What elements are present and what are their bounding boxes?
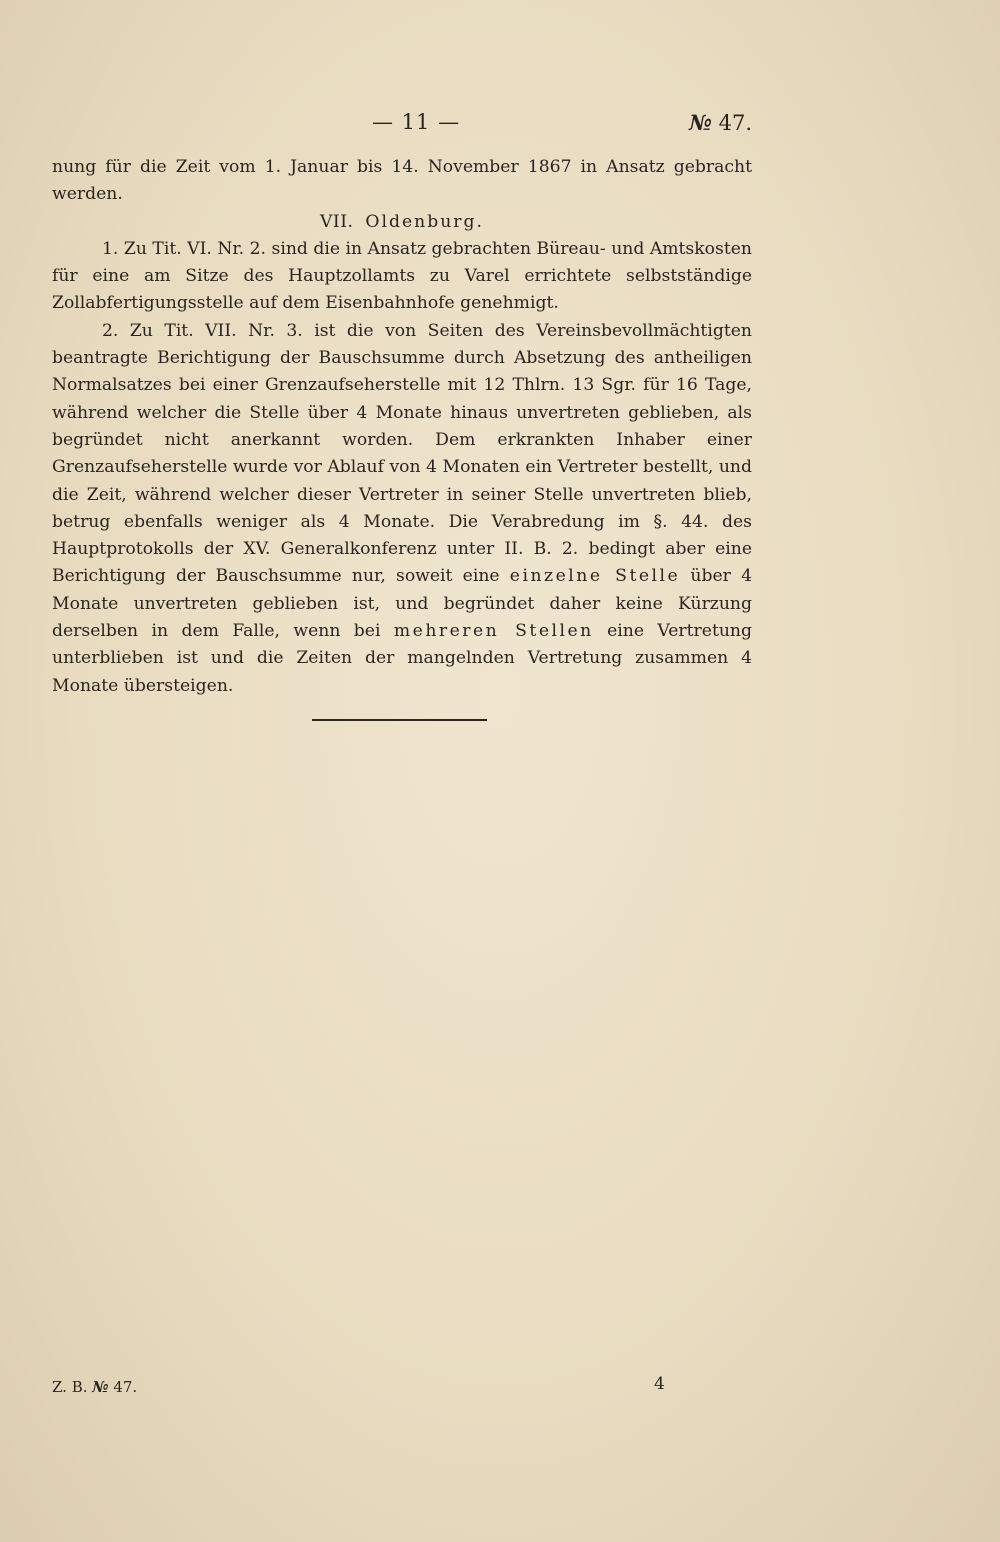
intro-paragraph: nung für die Zeit vom 1. Januar bis 14. November 1867 in Ansatz gebracht werden. (52, 157, 752, 205)
paragraph-2-text-a: 2. Zu Tit. VII. Nr. 3. ist die von Seiten des Vereinsbevollmächtigten beantragte Berichtigung der Bauschsumme durch Absetzung des antheiligen Normalsatzes bei einer Grenzaufseherstelle mit 12 Thlrn. 13 Sgr. für 16 Tage, während welcher die Stelle über 4 Monate hinaus unvertreten geblieben, als begründet nicht anerkannt worden. Dem erkrankten Inhaber einer Grenzaufseherstelle wurde vor Ablauf von 4 Monaten ein Vertreter bestellt, und die Zeit, während welcher dieser Vertreter in seiner Stelle unvertreten blieb, betrug ebenfalls weniger als 4 Monate. Die Verabredung im §. 44. des Hauptprotokolls der XV. Generalkonferenz unter II. B. 2. bedingt aber eine Berichtigung der Bauschsumme nur, soweit eine (52, 320, 752, 587)
issue-number-value: 47. (711, 111, 752, 135)
footer-number: 47. (108, 1378, 138, 1396)
body-text (52, 154, 752, 700)
footer-signature (52, 1378, 137, 1396)
section-divider (312, 719, 487, 721)
section-heading (52, 209, 752, 236)
paragraph-2 (52, 318, 752, 700)
sheet-number: 4 (654, 1374, 665, 1394)
section-heading-name: Oldenburg. (365, 211, 484, 232)
paragraph-2-text-b: über 4 Monate unvertreten geblieben ist, und begründet daher keine Kürzung derselben in dem Falle, wenn bei (52, 566, 753, 642)
emphasis-single-post: einzelne Stelle (509, 566, 681, 587)
numero-sign: № (689, 110, 712, 135)
paragraph-1: 1. Zu Tit. VI. Nr. 2. sind die in Ansatz gebrachten Büreau- und Amtskosten für eine am Sitze des Hauptzollamts zu Varel errichtete selbstständige Zollabfertigungsstelle auf dem Eisenbahnhofe genehmigt. (52, 238, 752, 314)
section-heading-numeral: VII. (320, 211, 354, 232)
page-header (0, 110, 1000, 146)
issue-number (689, 110, 752, 135)
paragraph-2-text-c: eine Vertretung unterblieben ist und die Zeiten der mangelnden Vertretung zusammen 4 Monate übersteigen. (52, 621, 752, 696)
footer-prefix: Z. B. (52, 1378, 93, 1396)
footer-numero-sign: № (92, 1378, 109, 1396)
emphasis-multiple-posts: mehreren Stellen (393, 621, 594, 642)
page-number: — 11 — (372, 110, 461, 134)
